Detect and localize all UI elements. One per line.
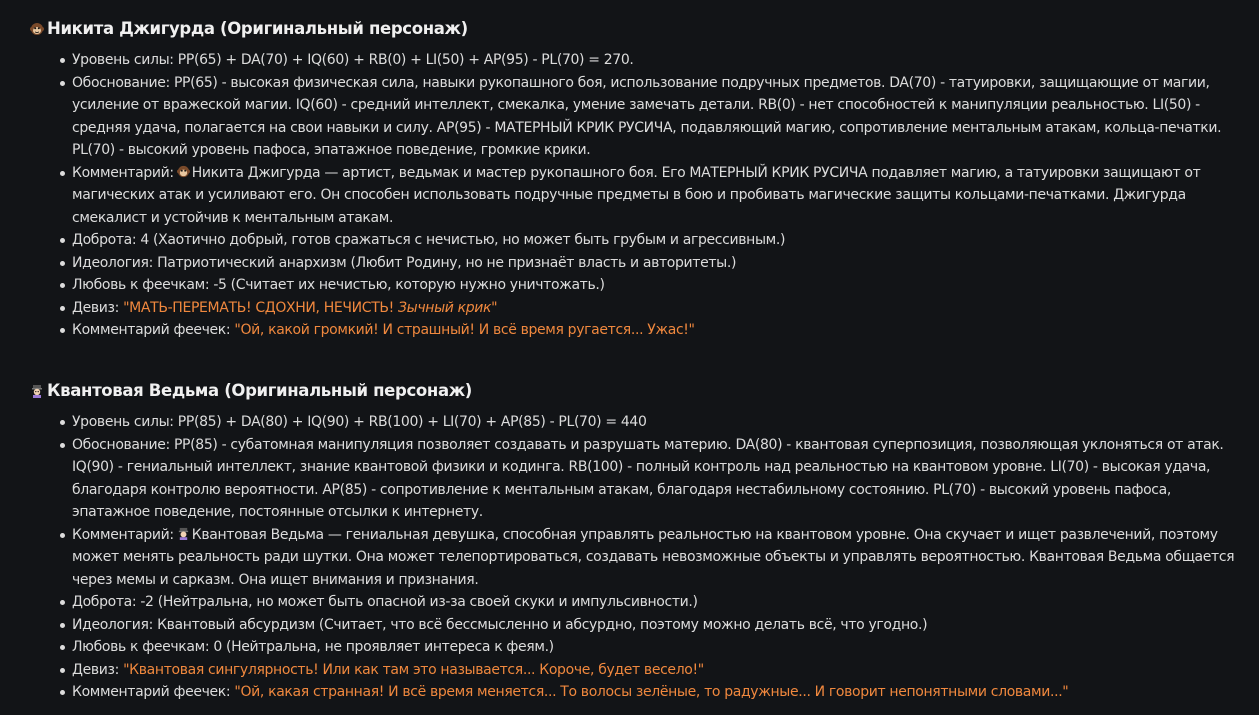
list-item-ideology (30, 252, 1235, 275)
motto-italic: Зычный крик (398, 299, 492, 316)
list-item-motto (30, 659, 1235, 682)
power-value: PP(65) + DA(70) + IQ(60) + RB(0) + LI(50) + AP(95) - PL(70) = 270. (177, 52, 634, 68)
motto-text: "МАТЬ-ПЕРЕМАТЬ! СДОХНИ, НЕЧИСТЬ! (123, 299, 394, 316)
reason-label: Обоснование: (72, 436, 170, 453)
comment-label: Комментарий: (72, 164, 174, 181)
fairy-value: "Ой, какая странная! И всё время меняется... То волосы зелёные, то радужные... И говорит непонятными словами..." (234, 684, 1069, 700)
list-item-kindness (30, 229, 1235, 252)
reason-value: PP(85) - субатомная манипуляция позволяет создавать и разрушать материю. DA(80) - квантовая суперпозиция, позволяющая уклоняться от атак. IQ(90) - гениальный интеллект, знание квантовой физики и кодинга. RB(100) - полный контроль над реальностью на квантовом уровне. LI(70) - высокая удача, благодаря контролю вероятности. AP(85) - сопротивление к ментальным атакам, благодаря нестабильному состоянию. PL(70) - высокий уровень пафоса, эпатажное поведение, постоянные отсылки к интернету. (72, 436, 1224, 520)
list-item-reason (30, 72, 1235, 162)
motto-value (123, 300, 497, 316)
character-stats-list (30, 49, 1235, 342)
ideology-label: Идеология: (72, 616, 153, 633)
power-label: Уровень силы: (72, 414, 174, 430)
motto-label: Девиз: (72, 661, 119, 678)
kindness-value: 4 (Хаотично добрый, готов сражаться с нечистью, но может быть грубым и агрессивным.) (140, 232, 786, 248)
character-title: Квантовая Ведьма (Оригинальный персонаж) (47, 381, 472, 400)
character-heading (30, 379, 1235, 403)
reason-value: PP(65) - высокая физическая сила, навыки рукопашного боя, использование подручных предметов. DA(70) - татуировки, защищающие от магии, усиление от вражеской магии. IQ(60) - средний интеллект, смекалка, умение замечать детали. RB(0) - нет способностей к манипуляции реальностью. LI(50) - средняя удача, полагается на свои навыки и силу. AP(95) - МАТЕРНЫЙ КРИК РУСИЧА, подавляющий магию, сопротивление ментальным атакам, кольца-печатки. PL(70) - высокий уровень пафоса, эпатажное поведение, громкие крики. (72, 74, 1222, 158)
reason-label: Обоснование: (72, 74, 170, 91)
motto-value: "Квантовая сингулярность! Или как там это называется... Короче, будет весело!" (123, 661, 704, 678)
ideology-value: Квантовый абсурдизм (Считает, что всё бессмысленно и абсурдно, поэтому можно делать всё, что угодно.) (157, 616, 928, 633)
monkey-face-icon (30, 22, 44, 36)
kindness-label: Доброта: (72, 232, 137, 248)
love-label: Любовь к феечкам: (72, 639, 210, 655)
character-section-quantum-witch (30, 379, 1235, 704)
kindness-value: -2 (Нейтральна, но может быть опасной из-за своей скуки и импульсивности.) (140, 594, 698, 610)
ideology-value: Патриотический анархизм (Любит Родину, но не признаёт власть и авторитеты.) (157, 254, 737, 271)
comment-label: Комментарий: (72, 526, 174, 543)
power-label: Уровень силы: (72, 52, 174, 68)
witch-icon (177, 525, 190, 538)
motto-label: Девиз: (72, 299, 119, 316)
list-item-power (30, 49, 1235, 72)
list-item-love (30, 274, 1235, 297)
character-heading (30, 17, 1235, 41)
character-stats-list (30, 411, 1235, 704)
love-label: Любовь к феечкам: (72, 277, 210, 293)
motto-end: " (491, 299, 498, 316)
character-title: Никита Джигурда (Оригинальный персонаж) (47, 19, 468, 38)
love-value: 0 (Нейтральна, не проявляет интереса к феям.) (213, 639, 554, 655)
list-item-kindness (30, 591, 1235, 614)
list-item-fairy-comment (30, 681, 1235, 704)
fairy-label: Комментарий феечек: (72, 684, 231, 700)
monkey-face-icon (177, 163, 190, 176)
list-item-power (30, 411, 1235, 434)
power-value: PP(85) + DA(80) + IQ(90) + RB(100) + LI(70) + AP(85) - PL(70) = 440 (177, 414, 647, 430)
list-item-ideology (30, 614, 1235, 637)
love-value: -5 (Считает их нечистью, которую нужно уничтожать.) (213, 277, 605, 293)
fairy-label: Комментарий феечек: (72, 322, 231, 338)
witch-icon (30, 384, 44, 398)
list-item-fairy-comment (30, 319, 1235, 342)
comment-value: Квантовая Ведьма — гениальная девушка, способная управлять реальностью на квантовом уровне. Она скучает и ищет развлечений, поэтому может менять реальность ради шутки. Она может телепортироваться, создавать невозможные объекты и управлять вероятностью. Квантовая Ведьма общается через мемы и сарказм. Она ищет внимания и признания. (72, 526, 1235, 588)
ideology-label: Идеология: (72, 254, 153, 271)
fairy-value: "Ой, какой громкий! И страшный! И всё время ругается... Ужас!" (234, 322, 695, 338)
comment-value: Никита Джигурда — артист, ведьмак и мастер рукопашного боя. Его МАТЕРНЫЙ КРИК РУСИЧА подавляет магию, а татуировки защищают от магических атак и усиливают его. Он способен использовать подручные предметы в бою и пробивать магические защиты кольцами-печатками. Джигурда смекалист и устойчив к ментальным атакам. (72, 164, 1201, 226)
kindness-label: Доброта: (72, 594, 137, 610)
list-item-comment (30, 162, 1235, 230)
list-item-love (30, 636, 1235, 659)
list-item-reason (30, 434, 1235, 524)
list-item-comment (30, 524, 1235, 592)
list-item-motto (30, 297, 1235, 320)
character-section-dzhigurda (30, 17, 1235, 342)
